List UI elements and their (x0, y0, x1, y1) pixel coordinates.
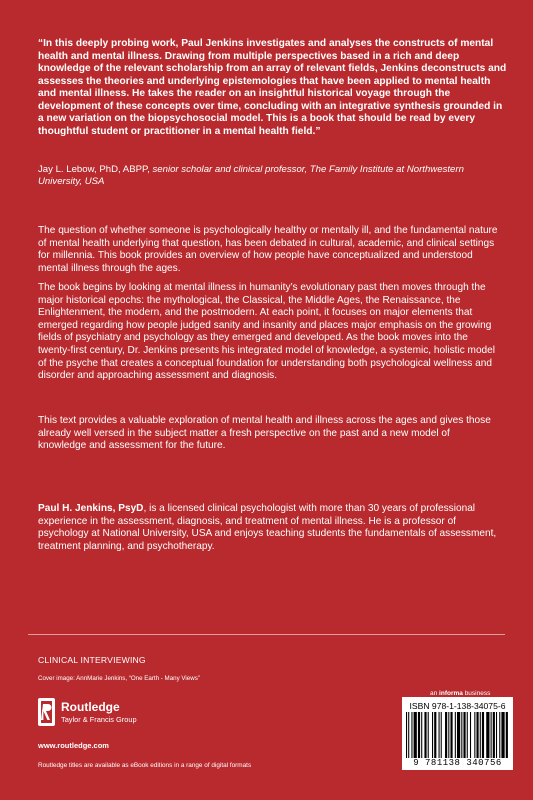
barcode-bar (434, 712, 436, 758)
informa-business-tag (430, 690, 490, 697)
barcode-bar (432, 712, 433, 758)
barcode-bar (463, 712, 465, 758)
author-bio (38, 503, 500, 553)
barcode-bar (406, 712, 407, 758)
author-bio-text: , is a licensed clinical psychologist with more than 30 years of professional experience in the assessment, diagnosis, and treatment of mental illness. He is a professor of psychology at National University, USA and enjoys teaching students the fundamentals of assessment, treatment planning, and psychotherapy. (38, 503, 497, 552)
endorsement-attribution (38, 164, 508, 188)
endorsement-quote: “In this deeply probing work, Paul Jenkins investigates and analyses the constructs of mental health and mental illness. Drawing from multiple perspectives based in a rich and deep knowledge of the relevant scholarship from an array of relevant fields, Jenkins deconstructs and assesses the theories and underlying epistemologies that have been applied to mental health and mental illness. He takes the reader on an insightful historical voyage through the development of these concepts over time, concluding with an integrative synthesis grounded in a new variation on the biopsychosocial model. This is a book that should be read by every thoughtful student or practitioner in a mental health field.” (38, 38, 507, 137)
barcode-bar (476, 712, 478, 758)
barcode-bar (414, 712, 417, 758)
ebook-note: Routledge titles are available as eBook editions in a range of digital formats (38, 762, 252, 769)
publisher-group: Taylor & Francis Group (61, 715, 137, 724)
barcode-bar (470, 712, 471, 758)
publisher-name: Routledge (61, 700, 120, 714)
barcode-bar (448, 712, 449, 758)
footer-divider (28, 634, 505, 635)
barcode-bar (506, 712, 508, 758)
routledge-logo-icon (38, 698, 55, 726)
publisher-website: www.routledge.com (38, 741, 109, 750)
endorsement-author: Jay L. Lebow, PhD, ABPP, (38, 164, 150, 175)
barcode-bar (491, 712, 492, 758)
barcode-bar (445, 712, 447, 758)
description-paragraph-1: The question of whether someone is psychologically healthy or mentally ill, and the fundamental nature of mental health underlying that question, has been debated in cultural, academic, and clinical settings for millennia. This book provides an overview of how people have conceptualized and understood mental illness through the ages. (38, 225, 498, 274)
barcode-bar (439, 712, 440, 758)
barcode-bar (411, 712, 412, 758)
barcode-bar (501, 712, 504, 758)
barcode-bar (418, 712, 420, 758)
barcode-bar (467, 712, 468, 758)
barcode-bar (421, 712, 422, 758)
barcode-bar (441, 712, 442, 758)
barcode-bar (408, 712, 409, 758)
barcode-bar (493, 712, 495, 758)
isbn-text: ISBN 978-1-138-34075-6 (409, 701, 506, 711)
barcode-bar (455, 712, 456, 758)
description-paragraph-2: The book begins by looking at mental illness in humanity’s evolutionary past then moves through the major historical epochs: the mythological, the Classical, the Middle Ages, the Renaissance, the Enlightenment, the modern, and the postmodern. At each point, it focuses on major elements that emerged regarding how people judged sanity and insanity and places major emphasis on the growing fields of psychiatry and psychology as they emerged and developed. As the book moves into the twenty-first century, Dr. Jenkins presents his integrated model of knowledge, a systemic, holistic model of the psyche that creates a conceptual foundation for understanding both psychological wellness and disorder and approaching assessment and diagnosis. (38, 282, 496, 382)
barcode-digits: 9 781138 340756 (413, 758, 502, 768)
barcode-bar (457, 712, 460, 758)
barcode-bar (499, 712, 500, 758)
barcode-bar (461, 712, 462, 758)
author-name: Paul H. Jenkins, PsyD (38, 503, 144, 514)
endorsement-affiliation: senior scholar and clinical professor, The Family Institute at Northwestern University, USA (38, 164, 464, 187)
series-name: CLINICAL INTERVIEWING (38, 655, 146, 665)
barcode-bar (428, 712, 429, 758)
barcode-bar (496, 712, 497, 758)
barcode-bars (406, 712, 509, 758)
informa-brand: informa (439, 690, 463, 697)
informa-prefix: an (430, 690, 440, 697)
description-paragraph-3: This text provides a valuable exploration of mental health and illness across the ages and gives those already well versed in the subject matter a fresh perspective on the past and a new model of knowledge and assessment for the future. (38, 415, 491, 452)
barcode-bar (486, 712, 489, 758)
isbn-barcode (402, 697, 513, 770)
informa-suffix: business (462, 690, 491, 697)
barcode-bar (480, 712, 481, 758)
publisher-logo (38, 698, 148, 732)
barcode-bar (450, 712, 452, 758)
barcode-bar (424, 712, 426, 758)
barcode-bar (474, 712, 475, 758)
cover-image-credit: Cover image: AnnMarie Jenkins, “One Earth - Many Views” (38, 675, 200, 682)
barcode-bar (482, 712, 484, 758)
